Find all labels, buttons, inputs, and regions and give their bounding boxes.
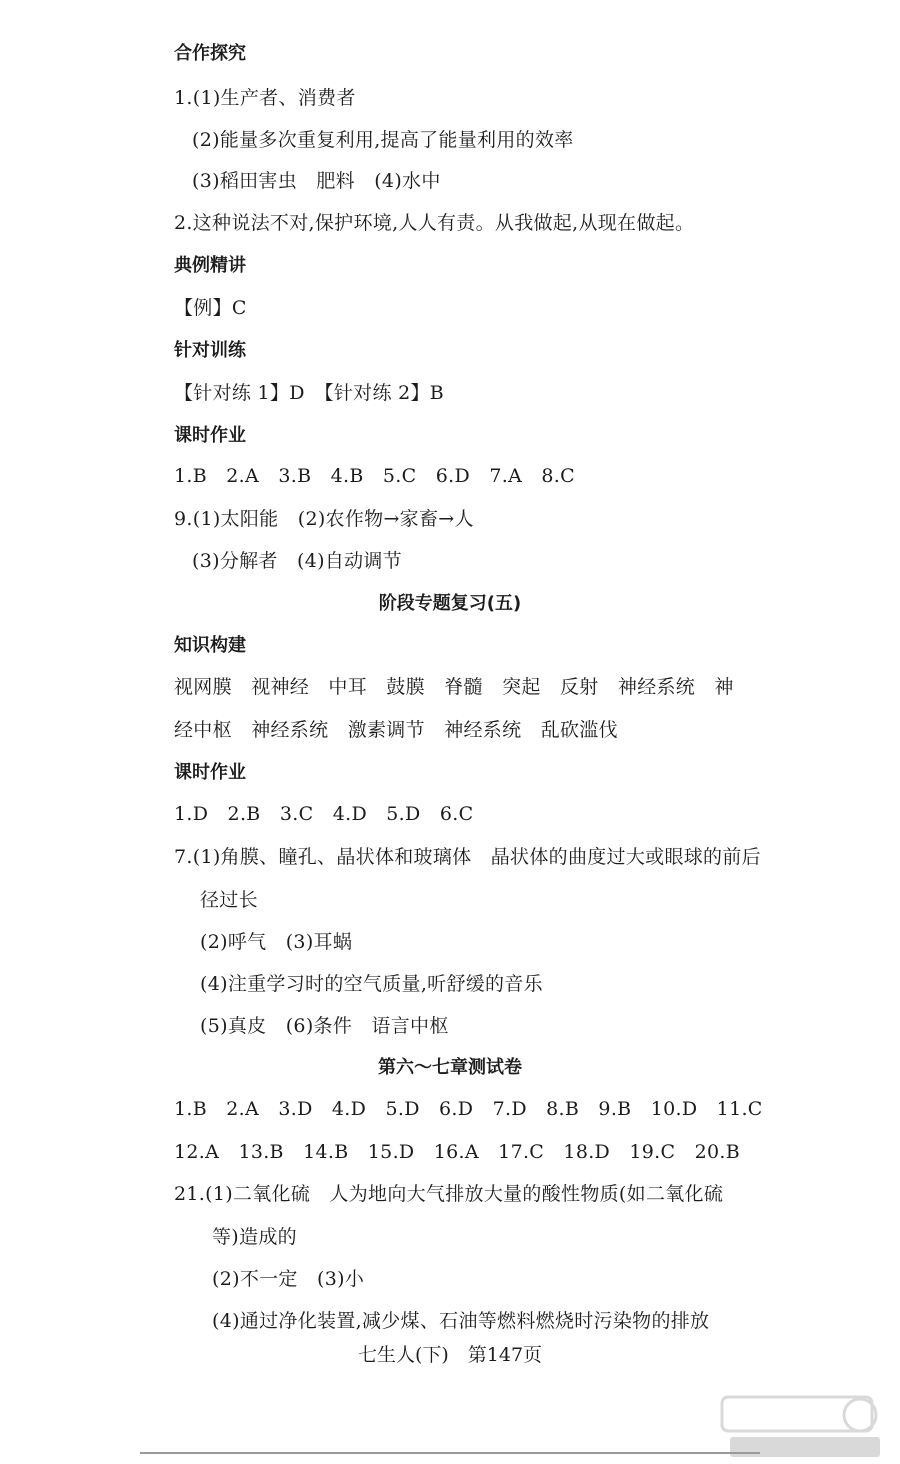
answer-line: 9.(1)太阳能 (2)农作物→家畜→人 bbox=[174, 508, 474, 530]
answer-line: (2)呼气 (3)耳蜗 bbox=[200, 931, 353, 953]
answer-line: 7.(1)角膜、瞳孔、晶状体和玻璃体 晶状体的曲度过大或眼球的前后 bbox=[174, 846, 761, 868]
page-footer: 七生人(下) 第147页 bbox=[357, 1344, 543, 1366]
section-title-hezuo: 合作探究 bbox=[174, 43, 246, 64]
answer-line: 21.(1)二氧化硫 人为地向大气排放大量的酸性物质(如二氧化硫 bbox=[174, 1183, 724, 1205]
section-title-zhendui: 针对训练 bbox=[174, 340, 246, 361]
answer-line: 视网膜 视神经 中耳 鼓膜 脊髓 突起 反射 神经系统 神 bbox=[174, 676, 734, 698]
section-title-dianli: 典例精讲 bbox=[174, 255, 246, 276]
answer-line: 1.B 2.A 3.B 4.B 5.C 6.D 7.A 8.C bbox=[174, 465, 575, 487]
answer-line: (2)能量多次重复利用,提高了能量利用的效率 bbox=[192, 129, 574, 151]
answer-line: 【针对练 1】D 【针对练 2】B bbox=[174, 382, 445, 404]
answer-line: 经中枢 神经系统 激素调节 神经系统 乱砍滥伐 bbox=[174, 719, 618, 741]
answer-line: (3)分解者 (4)自动调节 bbox=[192, 550, 403, 572]
answer-line: 径过长 bbox=[200, 889, 258, 911]
answer-line: 1.(1)生产者、消费者 bbox=[174, 87, 356, 109]
answer-line: (2)不一定 (3)小 bbox=[212, 1268, 365, 1290]
answer-line: (3)稻田害虫 肥料 (4)水中 bbox=[192, 170, 441, 192]
chapter-title-review5: 阶段专题复习(五) bbox=[378, 593, 522, 614]
answer-line: 2.这种说法不对,保护环境,人人有责。从我做起,从现在做起。 bbox=[174, 212, 695, 234]
answer-line: 1.B 2.A 3.D 4.D 5.D 6.D 7.D 8.B 9.B 10.D 11.C bbox=[174, 1098, 763, 1120]
answer-line: (4)通过净化装置,减少煤、石油等燃料燃烧时污染物的排放 bbox=[212, 1310, 710, 1332]
answer-line: 12.A 13.B 14.B 15.D 16.A 17.C 18.D 19.C 20.B bbox=[174, 1141, 741, 1163]
answer-line: 【例】C bbox=[174, 297, 247, 319]
answer-line: 等)造成的 bbox=[212, 1226, 297, 1248]
answer-line: (4)注重学习时的空气质量,听舒缓的音乐 bbox=[200, 973, 543, 995]
answer-line: 1.D 2.B 3.C 4.D 5.D 6.C bbox=[174, 803, 474, 825]
answer-line: (5)真皮 (6)条件 语言中枢 bbox=[200, 1015, 449, 1037]
chapter-title-test: 第六～七章测试卷 bbox=[378, 1057, 522, 1078]
section-title-keshi: 课时作业 bbox=[174, 425, 246, 446]
section-title-zhishi: 知识构建 bbox=[174, 635, 246, 656]
section-title-keshi: 课时作业 bbox=[174, 762, 246, 783]
bottom-rule bbox=[140, 1452, 760, 1454]
